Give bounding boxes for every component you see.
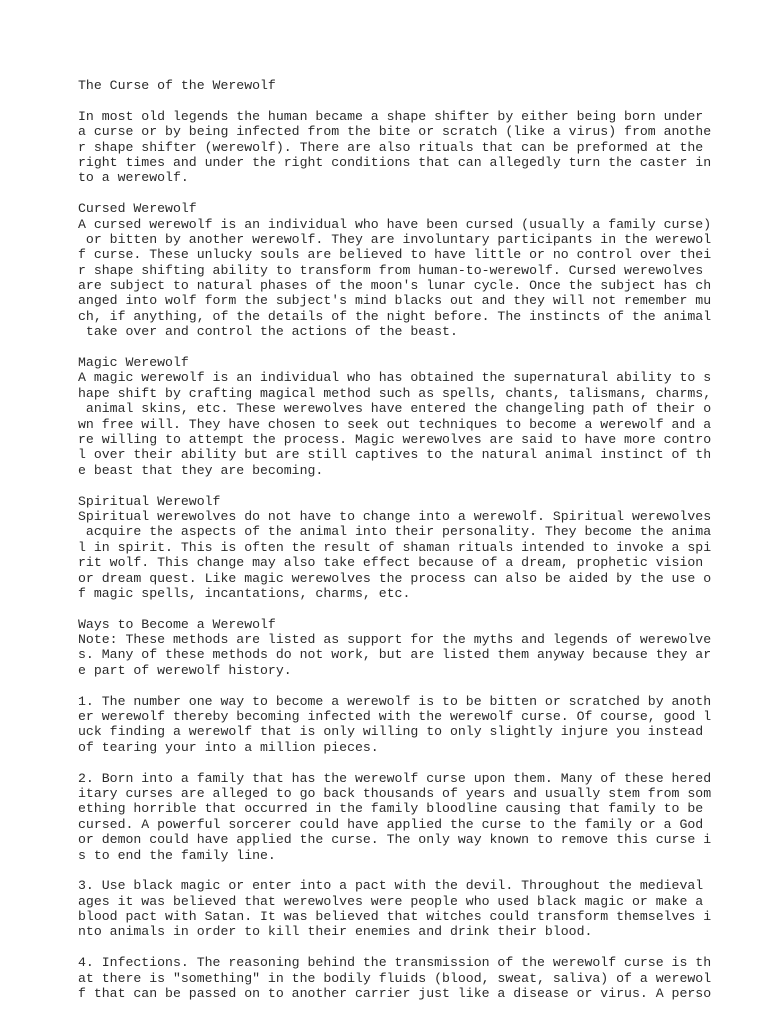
text-line: ething horrible that occurred in the family bloodline causing that family to be [78,801,704,817]
text-line: f that can be passed on to another carrier just like a disease or virus. A perso [78,986,712,1002]
text-line: s to end the family line. [78,847,276,863]
text-line: The Curse of the Werewolf [78,78,276,93]
text-line: acquire the aspects of the animal into their personality. They become the anima [78,524,712,540]
text-line: 4. Infections. The reasoning behind the transmission of the werewolf curse is th [78,955,712,971]
text-line: ages it was believed that werewolves were people who used black magic or make a [78,893,704,909]
section-heading: Cursed Werewolf [78,201,197,217]
method-2-paragraph [78,770,712,863]
text-line: In most old legends the human became a shape shifter by either being born under [78,108,704,124]
text-line: A magic werewolf is an individual who has obtained the supernatural ability to s [78,370,712,386]
document-title [78,78,698,93]
method-4-paragraph [78,955,712,1002]
method-3-paragraph [78,878,712,940]
text-line: rit wolf. This change may also take effect because of a dream, prophetic vision [78,555,704,571]
text-line: wn free will. They have chosen to seek out techniques to become a werewolf and a [78,416,712,432]
section-spiritual-werewolf [78,493,712,602]
text-line: e beast that they are becoming. [78,462,324,478]
text-line: er werewolf thereby becoming infected with the werewolf curse. Of course, good l [78,709,712,725]
text-line: or demon could have applied the curse. The only way known to remove this curse i [78,832,712,848]
text-line: Note: These methods are listed as support for the myths and legends of werewolve [78,632,712,648]
text-line: hape shift by crafting magical method such as spells, chants, talismans, charms, [78,385,712,401]
text-line: l over their ability but are still captives to the natural animal instinct of th [78,447,712,463]
text-line: or dream quest. Like magic werewolves the process can also be aided by the use o [78,570,712,586]
text-line: of tearing your into a million pieces. [78,739,379,755]
text-line: blood pact with Satan. It was believed that witches could transform themselves i [78,909,712,925]
text-line: 1. The number one way to become a werewolf is to be bitten or scratched by anoth [78,693,712,709]
section-heading: Spiritual Werewolf [78,493,221,509]
text-line: s. Many of these methods do not work, but are listed them anyway because they ar [78,647,712,663]
text-line: e part of werewolf history. [78,662,292,678]
section-cursed-werewolf [78,201,712,340]
text-line: are subject to natural phases of the moon's lunar cycle. Once the subject has ch [78,278,712,294]
text-line: animal skins, etc. These werewolves have entered the changeling path of their o [78,401,712,417]
text-line: re willing to attempt the process. Magic werewolves are said to have more contro [78,431,712,447]
text-line: A cursed werewolf is an individual who have been cursed (usually a family curse) [78,216,712,232]
text-line: l in spirit. This is often the result of shaman rituals intended to invoke a spi [78,539,712,555]
text-line: ch, if anything, of the details of the night before. The instincts of the animal [78,308,712,324]
text-line: itary curses are alleged to go back thousands of years and usually stem from som [78,785,712,801]
text-line: or bitten by another werewolf. They are involuntary participants in the werewol [78,231,712,247]
document-page [78,78,712,1002]
text-line: to a werewolf. [78,170,189,186]
text-line: take over and control the actions of the beast. [78,324,458,340]
text-line: cursed. A powerful sorcerer could have applied the curse to the family or a God [78,816,704,832]
section-heading: Ways to Become a Werewolf [78,616,276,632]
text-line: 2. Born into a family that has the werewolf curse upon them. Many of these hered [78,770,712,786]
section-ways-to-become [78,616,712,679]
text-line: uck finding a werewolf that is only willing to only slightly injure you instead [78,724,704,740]
text-line: r shape shifting ability to transform from human-to-werewolf. Cursed werewolves [78,262,704,278]
text-line: right times and under the right conditions that can allegedly turn the caster in [78,154,712,170]
text-line: f curse. These unlucky souls are believed to have little or no control over thei [78,247,712,263]
text-line: f magic spells, incantations, charms, etc. [78,585,411,601]
text-line: at there is "something" in the bodily fluids (blood, sweat, saliva) of a werewol [78,970,712,986]
section-heading: Magic Werewolf [78,355,189,371]
text-line: anged into wolf form the subject's mind blacks out and they will not remember mu [78,293,712,309]
method-1-paragraph [78,693,712,756]
text-line: Spiritual werewolves do not have to change into a werewolf. Spiritual werewolves [78,508,712,524]
text-line: nto animals in order to kill their enemies and drink their blood. [78,924,593,940]
intro-paragraph [78,108,712,186]
text-line: 3. Use black magic or enter into a pact with the devil. Throughout the medieval [78,878,704,894]
section-magic-werewolf [78,355,712,478]
text-line: r shape shifter (werewolf). There are also rituals that can be preformed at the [78,139,704,155]
text-line: a curse or by being infected from the bite or scratch (like a virus) from anothe [78,124,712,140]
